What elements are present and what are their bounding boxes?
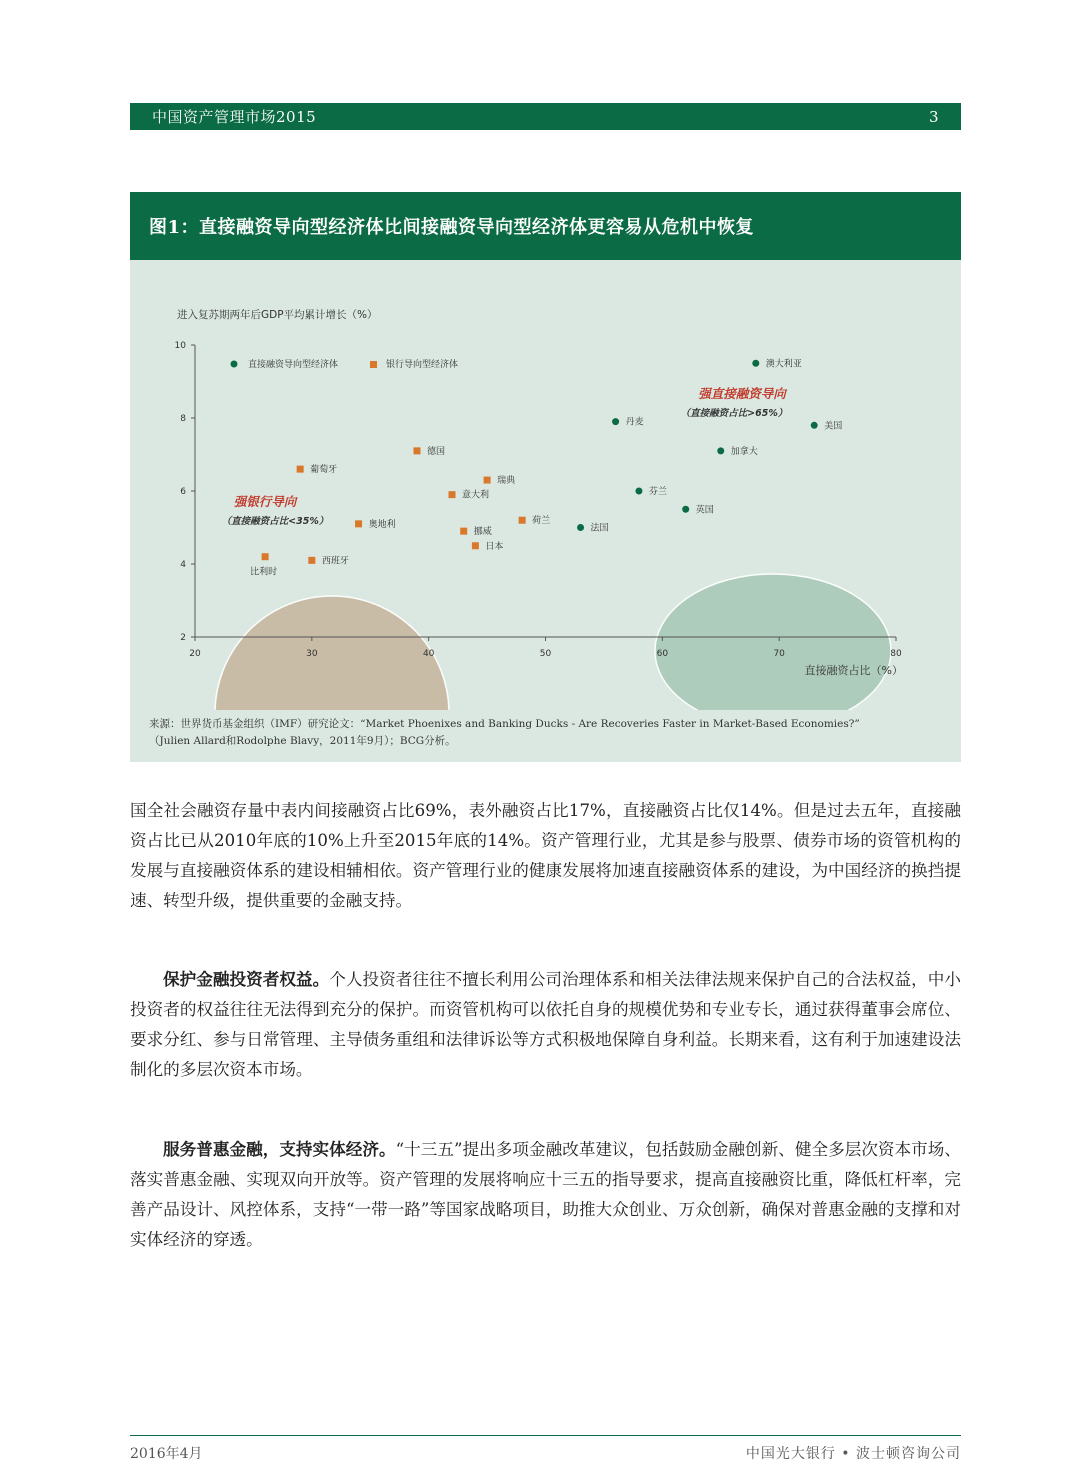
annotation-direct-title: 强直接融资导向 <box>698 386 786 401</box>
y-tick-label: 10 <box>174 341 186 351</box>
data-point-direct <box>577 524 584 531</box>
point-label: 英国 <box>695 505 714 516</box>
footer-organization: 中国光大银行 • 波士顿咨询公司 <box>745 1446 961 1462</box>
data-point-bank <box>262 553 269 560</box>
data-point-direct <box>811 422 818 429</box>
data-point-direct <box>612 418 619 425</box>
paragraph-1 <box>130 796 961 916</box>
point-label: 法国 <box>590 523 609 534</box>
data-point-bank <box>460 528 467 535</box>
data-point-bank <box>297 466 304 473</box>
paragraph-1-text: 国全社会融资存量中表内间接融资占比69%，表外融资占比17%，直接融资占比仅14%。但是过去五年，直接融资占比已从2010年底的10%上升至2015年底的14%。资产管理行业，尤其是参与股票、债券市场的资管机构的发展与直接融资体系的建设相辅相依。资产管理行业的健康发展将加速直接融资体系的建设，为中国经济的换挡提速、转型升级，提供重要的金融支持。 <box>130 801 961 910</box>
legend-direct-label: 直接融资导向型经济体 <box>248 360 339 370</box>
point-label: 葡萄牙 <box>310 465 338 476</box>
source-line-2: （Julien Allard和Rodolphe Blavy，2011年9月）；BCG分析。 <box>149 735 456 747</box>
point-label: 瑞典 <box>497 476 516 487</box>
page-header <box>130 103 961 130</box>
legend-direct-marker <box>231 361 238 368</box>
data-point-direct <box>635 488 642 495</box>
paragraph-2-text: 个人投资者往往不擅长利用公司治理体系和相关法律法规来保护自己的合法权益，中小投资者的权益往往无法得到充分的保护。而资管机构可以依托自身的规模优势和专业专长，通过获得董事会席位、要求分红、参与日常管理、主导债务重组和法律诉讼等方式积极地保障自身利益。长期来看，这有利于加速建设法制化的多层次资本市场。 <box>130 970 962 1079</box>
data-point-bank <box>308 557 315 564</box>
y-tick-label: 2 <box>180 633 186 643</box>
point-label: 澳大利亚 <box>765 359 802 370</box>
point-label: 意大利 <box>462 490 490 501</box>
figure-title: 图1：直接融资导向型经济体比间接融资导向型经济体更容易从危机中恢复 <box>130 192 961 260</box>
paragraph-3 <box>130 1134 961 1255</box>
point-label: 荷兰 <box>532 516 551 527</box>
x-tick-label: 50 <box>539 649 552 659</box>
x-tick-label: 30 <box>306 649 318 659</box>
data-point-direct <box>752 360 759 367</box>
y-tick-label: 6 <box>180 487 186 497</box>
report-title: 中国资产管理市场2015 <box>152 108 317 126</box>
source-line-1: 来源：世界货币基金组织（IMF）研究论文：“Market Phoenixes and Banking Ducks - Are Recoveries Faster in Market-Based Economies?” <box>149 718 860 730</box>
x-tick-label: 70 <box>773 649 785 659</box>
x-axis-label: 直接融资占比（%） <box>804 664 903 677</box>
market-oriented-zone <box>655 574 891 710</box>
point-label: 美国 <box>824 421 843 432</box>
point-label: 挪威 <box>473 527 492 538</box>
point-label: 加拿大 <box>730 446 758 457</box>
point-label: 比利时 <box>250 567 278 578</box>
point-label: 西班牙 <box>321 556 349 567</box>
x-tick-label: 20 <box>189 649 201 659</box>
legend-bank-label: 银行导向型经济体 <box>386 360 459 370</box>
annotation-bank <box>222 494 329 527</box>
data-point-bank <box>472 542 479 549</box>
point-label: 德国 <box>426 446 445 457</box>
point-label: 日本 <box>485 541 504 552</box>
paragraph-2 <box>130 964 961 1085</box>
annotation-direct <box>681 386 789 419</box>
annotation-direct-subtitle: （直接融资占比>65%） <box>680 408 788 419</box>
point-label: 芬兰 <box>648 487 667 497</box>
legend-bank-marker <box>370 361 377 368</box>
data-point-direct <box>682 506 689 513</box>
y-axis-label: 进入复苏期两年后GDP平均累计增长（%） <box>177 309 378 321</box>
figure-source <box>149 716 949 750</box>
data-point-bank <box>413 447 420 454</box>
annotation-bank-subtitle: （直接融资占比<35%） <box>221 516 329 527</box>
paragraph-3-lead: 服务普惠金融，支持实体经济。 <box>163 1139 396 1159</box>
legend <box>231 358 459 370</box>
point-label: 丹麦 <box>625 417 644 428</box>
paragraph-2-lead: 保护金融投资者权益。 <box>163 969 330 989</box>
bank-oriented-zone <box>215 596 449 710</box>
annotation-bank-title: 强银行导向 <box>233 494 297 509</box>
figure-1 <box>130 192 961 762</box>
paragraph-3-text: “十三五”提出多项金融改革建议，包括鼓励金融创新、健全多层次资本市场、落实普惠金融、实现双向开放等。资产管理的发展将响应十三五的指导要求，提高直接融资比重，降低杠杆率，完善产品设计、风控体系，支持“一带一路”等国家战略项目，助推大众创业、万众创新，确保对普惠金融的支撑和对实体经济的穿透。 <box>130 1140 961 1249</box>
data-point-bank <box>449 491 456 498</box>
x-tick-label: 80 <box>890 649 902 659</box>
data-point-bank <box>484 477 491 484</box>
page-number: 3 <box>928 107 939 126</box>
data-point-bank <box>355 520 362 527</box>
data-point-bank <box>519 517 526 524</box>
footer-divider <box>130 1435 961 1436</box>
x-tick-label: 40 <box>422 649 435 659</box>
point-label: 奥地利 <box>368 519 396 530</box>
scatter-chart <box>130 260 961 710</box>
footer-date: 2016年4月 <box>130 1446 203 1462</box>
y-tick-label: 4 <box>180 560 186 570</box>
data-point-direct <box>717 447 724 454</box>
y-tick-label: 8 <box>180 414 186 424</box>
x-tick-label: 60 <box>656 649 669 659</box>
